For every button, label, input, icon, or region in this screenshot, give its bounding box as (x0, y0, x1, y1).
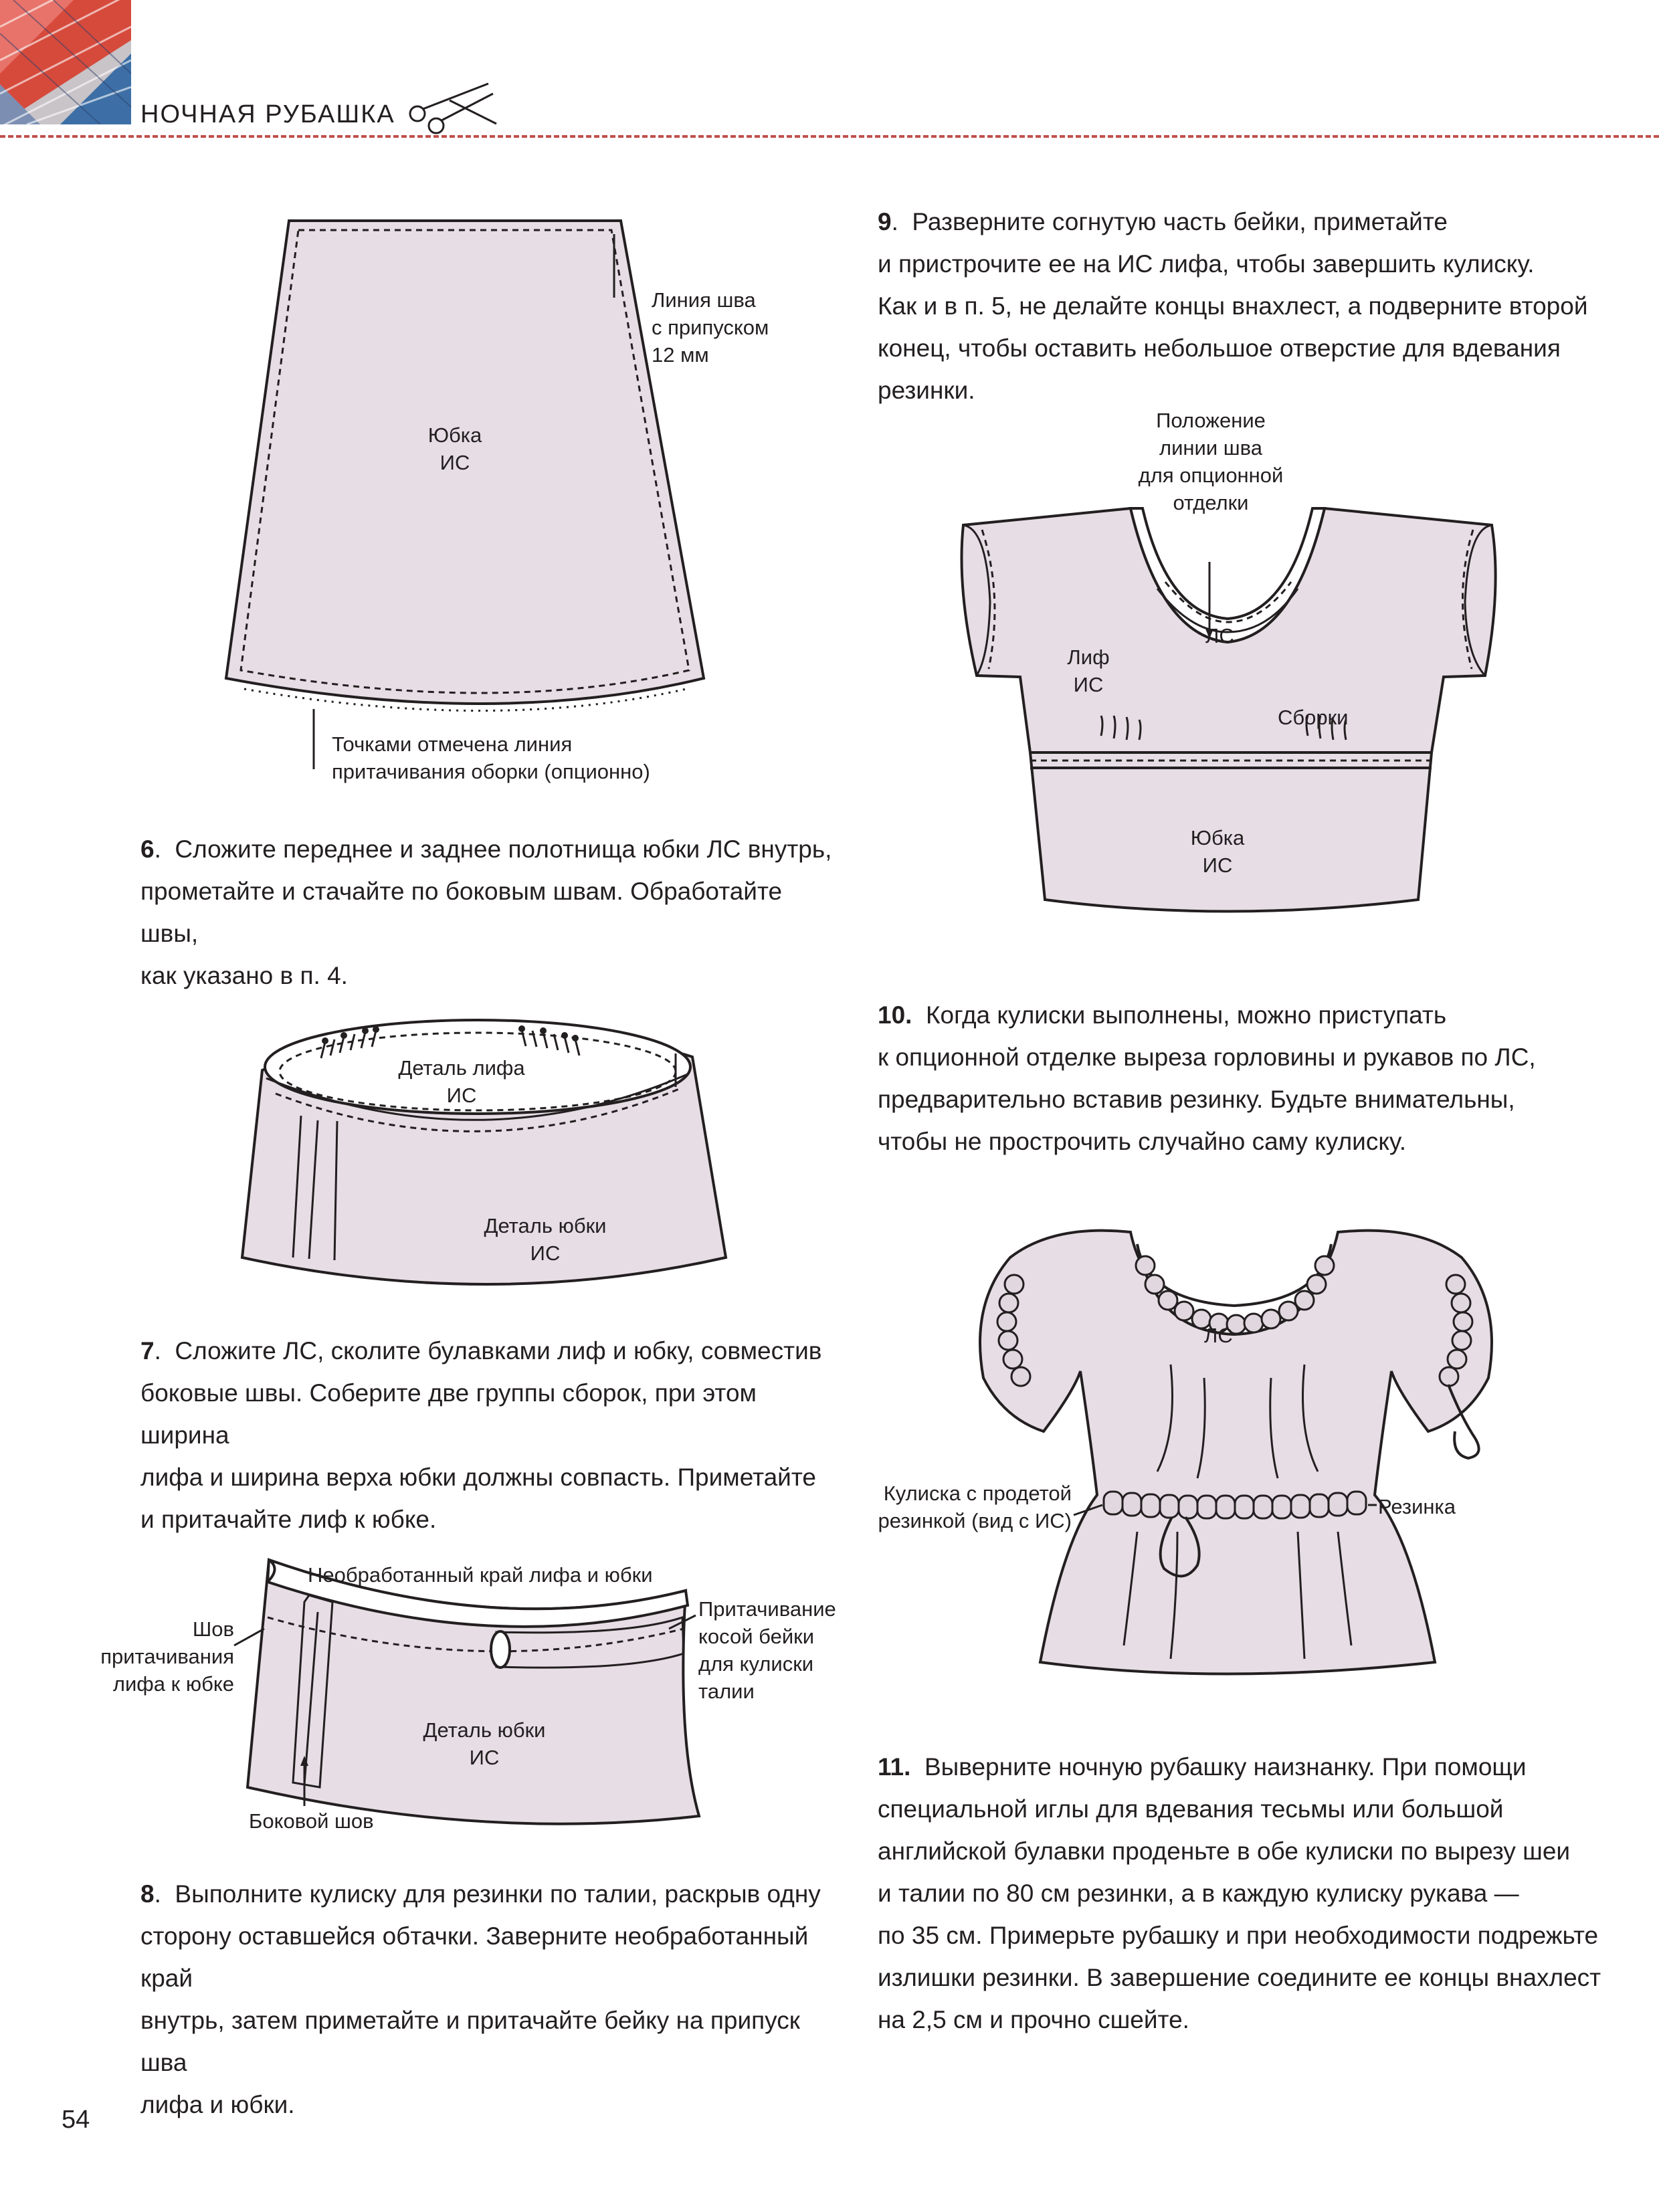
label-line: талии (698, 1680, 755, 1703)
label-line: косой бейки (698, 1625, 815, 1648)
text-line: предварительно вставив резинку. Будьте внимательны, (878, 1086, 1515, 1113)
text-line: Выполните кулиску для резинки по талии, раскрыв одну (175, 1880, 821, 1908)
step-number: 9 (878, 208, 892, 235)
label-line: Положение (1156, 409, 1266, 432)
gathers-label: Сборки (1278, 706, 1349, 729)
label-line: ИС (1073, 673, 1104, 696)
text-line: сторону оставшейся обтачки. Заверните необработанный край (140, 1922, 809, 1992)
page-number: 54 (62, 2106, 90, 2134)
step-9-text: 9. Разверните согнутую часть бейки, приметайте и пристрочите ее на ИС лифа, чтобы завершить кулиску. Как и в п. 5, не делайте концы внахлест, а подверните второй конец, чтобы оставить небольшое отверстие для вдевания резинки. (878, 201, 1600, 411)
label-line: ИС (446, 1084, 477, 1107)
label-line: линии шва (1159, 436, 1262, 460)
label-line: отделки (1173, 491, 1249, 514)
label-line: Деталь лифа (398, 1056, 525, 1080)
label-line: для кулиски (698, 1652, 814, 1676)
raw-edge-label: Необработанный край лифа и юбки (308, 1563, 653, 1587)
label-line: ИС (440, 451, 470, 474)
page-header-title: НОЧНАЯ РУБАШКА (140, 100, 395, 128)
step-number: 8 (140, 1880, 155, 1908)
step-number: 6 (140, 835, 155, 863)
text-line: Разверните согнутую часть бейки, приметайте (912, 208, 1448, 235)
step-number: 10. (878, 1001, 912, 1029)
text-line: к опционной отделке выреза горловины и рукавов по ЛС, (878, 1043, 1536, 1071)
text-line: Когда кулиски выполнены, можно приступать (926, 1001, 1447, 1029)
text-line: прометайте и стачайте по боковым швам. Обработайте швы, (140, 878, 783, 947)
label-line: ИС (469, 1746, 500, 1769)
label-line: для опционной (1138, 464, 1284, 487)
gown-rs-label: ЛС (1204, 1324, 1233, 1347)
label-line: притачивания оборки (опционно) (332, 760, 650, 783)
label-line: ИС (1202, 853, 1233, 877)
text-line: лифа и юбки. (140, 2091, 295, 2118)
label-line: Кулиска с продетой (883, 1482, 1072, 1505)
text-line: специальной иглы для вдевания тесьмы или большой (878, 1795, 1504, 1823)
step-11-text (878, 1746, 1607, 2041)
label-line: ИС (530, 1241, 561, 1265)
text-line: и талии по 80 см резинки, а в каждую кулиску рукава — (878, 1880, 1519, 1907)
text-line: излишки резинки. В завершение соедините ее концы внахлест (878, 1964, 1601, 1991)
text-line: чтобы не прострочить случайно саму кулиску. (878, 1128, 1407, 1155)
label-line: Юбка (1190, 826, 1245, 849)
elastic-label: Резинка (1378, 1495, 1456, 1518)
step-7-text: 7. Сложите ЛС, сколите булавками лиф и юбку, совместив боковые швы. Соберите две группы сборок, при этом ширина лифа и ширина верха юбки должны совпасть. Приметайте и притачайте лиф к юбке. (140, 1330, 843, 1540)
text-line: Как и в п. 5, не делайте концы внахлест, а подверните второй (878, 292, 1588, 320)
text-line: боковые швы. Соберите две группы сборок, при этом ширина (140, 1379, 757, 1449)
label-line: Деталь юбки (484, 1214, 607, 1237)
label-line: Лиф (1067, 645, 1110, 669)
label-line: Деталь юбки (423, 1718, 546, 1742)
text-line: лифа и ширина верха юбки должны совпасть. Приметайте (140, 1464, 816, 1491)
label-line: Линия шва (652, 288, 756, 312)
text-line: Сложите ЛС, сколите булавками лиф и юбку, совместив (175, 1337, 822, 1365)
text-line: и притачайте лиф к юбке. (140, 1506, 437, 1533)
text-line: по 35 см. Примерьте рубашку и при необходимости подрежьте (878, 1922, 1599, 1949)
text-line: Выверните ночную рубашку наизнанку. При помощи (924, 1753, 1527, 1781)
text-line: внутрь, затем приметайте и притачайте бейку на припуск шва (140, 2007, 800, 2076)
label-line: Шов (192, 1617, 234, 1641)
label-line: Притачивание (698, 1597, 836, 1621)
side-seam-label: Боковой шов (249, 1809, 374, 1833)
label-line: Точками отмечена линия (332, 732, 573, 756)
text-line: резинки. (878, 377, 975, 404)
label-line: с припуском (652, 316, 769, 339)
step-8-text: 8. Выполните кулиску для резинки по талии, раскрыв одну сторону оставшейся обтачки. Заверните необработанный край внутрь, затем приметайте и притачайте бейку на припуск шва лифа и юбки. (140, 1873, 843, 2126)
text-line: конец, чтобы оставить небольшое отверстие для вдевания (878, 334, 1561, 362)
text-line: английской булавки проденьте в обе кулиски по вырезу шеи (878, 1837, 1571, 1865)
step-number: 11. (878, 1753, 911, 1781)
text-line: Сложите переднее и заднее полотнища юбки ЛС внутрь, (175, 835, 832, 863)
text-line: на 2,5 см и прочно сшейте. (878, 2006, 1189, 2033)
text-line: и пристрочите ее на ИС лифа, чтобы завершить кулиску. (878, 250, 1535, 278)
label-line: притачивания (100, 1645, 234, 1668)
rs-label: ЛС (1205, 624, 1234, 647)
label-line: 12 мм (652, 343, 709, 367)
step-number: 7 (140, 1337, 155, 1365)
label-line: лифа к юбке (112, 1672, 234, 1696)
casing-elastic-label (863, 1480, 1072, 1534)
label-line: резинкой (вид с ИС) (878, 1509, 1072, 1532)
step-6-text: 6. Сложите переднее и заднее полотнища юбки ЛС внутрь, прометайте и стачайте по боковым швам. Обработайте швы, как указано в п. 4. (140, 828, 843, 997)
label-line: Юбка (427, 423, 482, 447)
text-line: как указано в п. 4. (140, 962, 348, 989)
